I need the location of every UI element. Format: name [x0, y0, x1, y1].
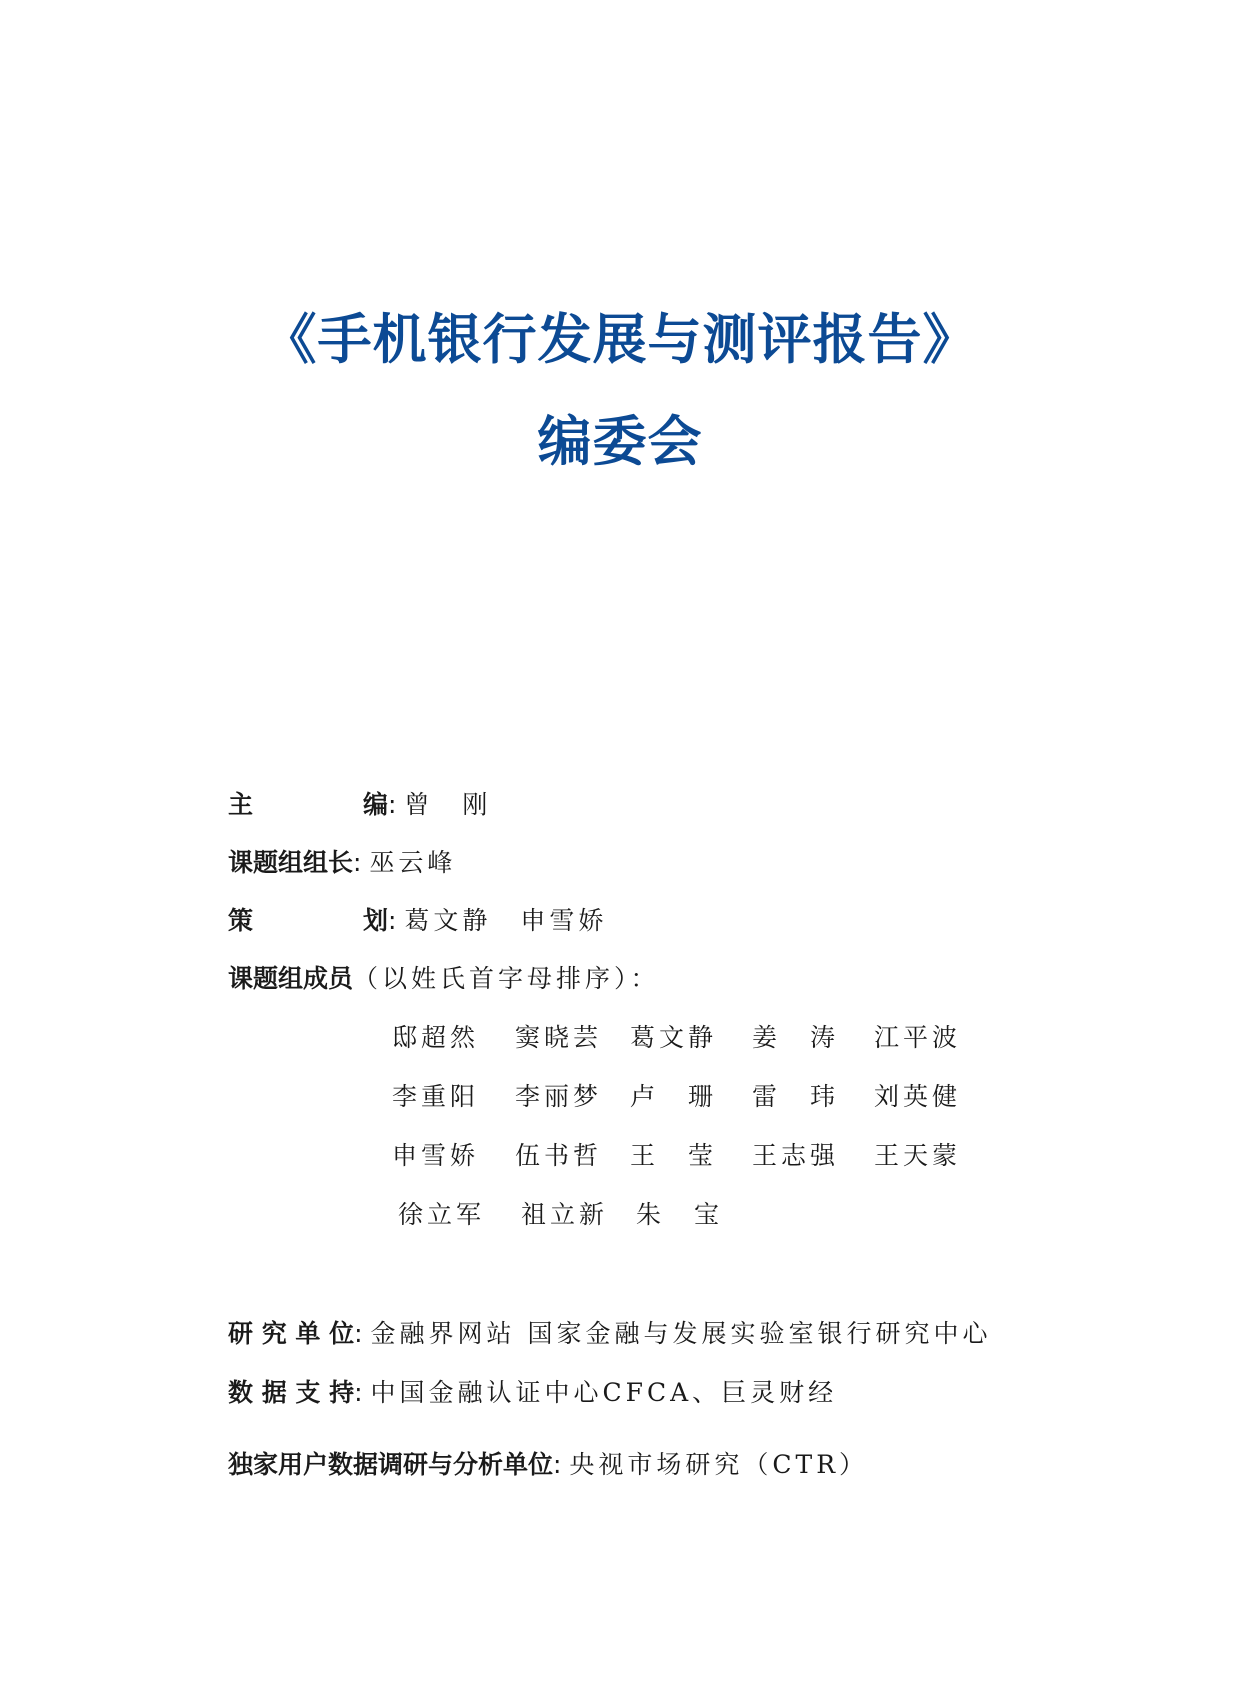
member-name: 伍书哲	[515, 1141, 603, 1170]
member-name: 王天蒙	[874, 1141, 962, 1170]
member-name: 雷 玮	[752, 1082, 840, 1111]
member-name: 李重阳	[392, 1082, 480, 1111]
group-leader-separator: :	[353, 848, 362, 877]
research-unit-value: 金融界网站 国家金融与发展实验室银行研究中心	[370, 1319, 992, 1348]
members-label: 课题组成员	[228, 964, 354, 993]
member-name: 申雪娇	[392, 1141, 480, 1170]
group-leader-label: 课题组组长	[228, 848, 354, 877]
editor-label-char-1: 主	[228, 790, 254, 819]
planning-value: 葛文静 申雪娇	[404, 906, 608, 935]
group-leader-value: 巫云峰	[369, 848, 457, 877]
exclusive-research-label: 独家用户数据调研与分析单位	[228, 1450, 554, 1479]
members-heading-row	[228, 962, 660, 996]
research-unit-row	[228, 1317, 991, 1351]
member-name: 卢 珊	[630, 1082, 718, 1111]
editor-value: 曾 刚	[404, 790, 492, 819]
exclusive-research-row	[228, 1448, 868, 1482]
editor-label-char-2: 编	[362, 790, 388, 819]
planning-label-char-1: 策	[228, 906, 254, 935]
members-note: （以姓氏首字母排序）：	[353, 964, 660, 993]
member-name: 邸超然	[392, 1023, 480, 1052]
member-name: 葛文静	[630, 1023, 718, 1052]
member-name: 江平波	[874, 1023, 962, 1052]
member-name: 王志强	[752, 1141, 840, 1170]
group-leader-row	[228, 846, 456, 880]
data-support-value: 中国金融认证中心CFCA、巨灵财经	[370, 1378, 838, 1407]
member-name: 姜 涛	[752, 1023, 840, 1052]
data-support-separator: :	[354, 1378, 363, 1407]
planning-row	[228, 904, 607, 938]
member-name: 王 莹	[630, 1141, 718, 1170]
editorial-board-title: 编委会	[537, 410, 703, 473]
member-name: 刘英健	[874, 1082, 962, 1111]
planning-separator: :	[388, 906, 397, 935]
member-name: 朱 宝	[636, 1200, 724, 1229]
planning-label-char-2: 划	[362, 906, 388, 935]
editor-separator: :	[388, 790, 397, 819]
member-name: 窦晓芸	[515, 1023, 603, 1052]
research-unit-label: 研 究 单 位	[228, 1319, 355, 1348]
member-name: 李丽梦	[515, 1082, 603, 1111]
data-support-label: 数 据 支 持	[228, 1378, 355, 1407]
exclusive-research-separator: :	[553, 1450, 562, 1479]
research-unit-separator: :	[354, 1319, 363, 1348]
exclusive-research-value: 央视市场研究（CTR）	[569, 1450, 869, 1479]
member-name: 祖立新	[521, 1200, 609, 1229]
data-support-row	[228, 1376, 837, 1410]
editor-row	[228, 788, 491, 822]
planning-label	[228, 904, 388, 938]
member-name: 徐立军	[398, 1200, 486, 1229]
editor-label	[228, 788, 388, 822]
report-title: 《手机银行发展与测评报告》	[262, 308, 978, 371]
